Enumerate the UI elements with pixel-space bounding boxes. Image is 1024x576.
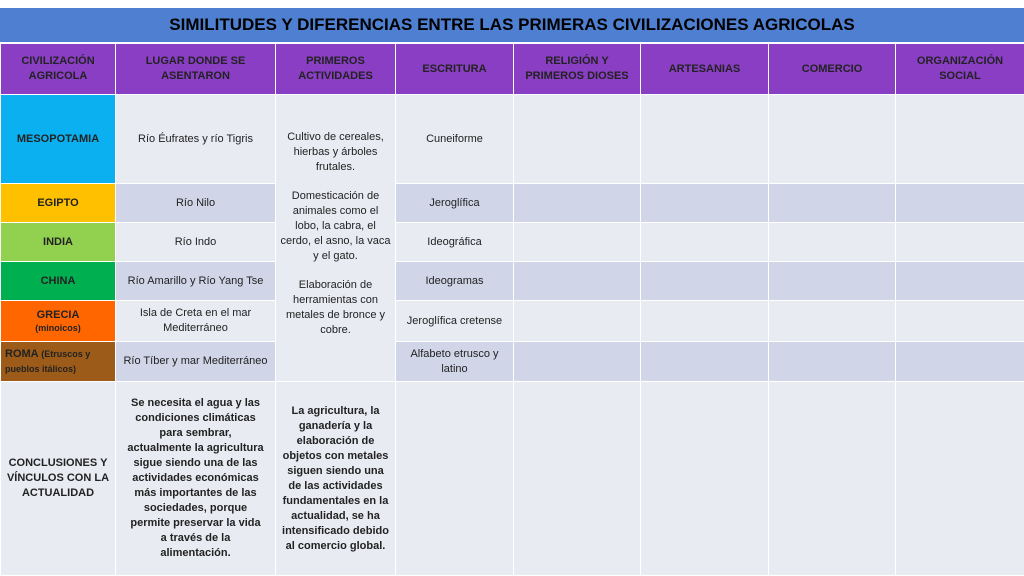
conclusiones-comercio — [769, 382, 896, 576]
actividades-cell — [276, 95, 396, 382]
header-religion: RELIGIÓN Y PRIMEROS DIOSES — [514, 44, 641, 95]
escritura-cell: Jeroglífica cretense — [396, 301, 514, 342]
organizacion-cell — [896, 301, 1024, 342]
header-row — [1, 44, 1024, 95]
escritura-cell: Jeroglífica — [396, 184, 514, 223]
lugar-cell: Río Éufrates y río Tigris — [116, 95, 276, 184]
comercio-cell — [769, 184, 896, 223]
table-row — [1, 262, 1024, 301]
civ-cell-grecia: GRECIA (minoicos) — [1, 301, 116, 342]
actividad-3: Elaboración de herramientas con metales de bronce y cobre. — [285, 279, 386, 336]
table-title — [0, 8, 1024, 43]
civ-subtitle: (Etruscos y pueblos itálicos) — [5, 348, 91, 374]
comercio-cell — [769, 262, 896, 301]
escritura-cell: Ideogramas — [396, 262, 514, 301]
civilizations-table — [0, 43, 1024, 576]
table-row — [1, 301, 1024, 342]
organizacion-cell — [896, 95, 1024, 184]
header-comercio: COMERCIO — [769, 44, 896, 95]
religion-cell — [514, 95, 641, 184]
comercio-cell — [769, 342, 896, 382]
civ-cell-roma: ROMA (Etruscos y pueblos itálicos) — [1, 342, 116, 382]
table-row — [1, 342, 1024, 382]
religion-cell — [514, 342, 641, 382]
religion-cell — [514, 262, 641, 301]
civ-cell-india: INDIA — [1, 223, 116, 262]
artesanias-cell — [641, 301, 769, 342]
lugar-cell: Río Amarillo y Río Yang Tse — [116, 262, 276, 301]
religion-cell — [514, 184, 641, 223]
table-row — [1, 223, 1024, 262]
civ-cell-egipto: EGIPTO — [1, 184, 116, 223]
lugar-cell: Río Nilo — [116, 184, 276, 223]
table-row — [1, 184, 1024, 223]
conclusiones-actividades: La agricultura, la ganadería y la elaboración de objetos con metales siguen siendo una de las actividades fundamentales en la actualidad, se ha intensificado debido al comercio global. — [276, 382, 396, 576]
conclusiones-lugar: Se necesita el agua y las condiciones climáticas para sembrar, actualmente la agricultura sigue siendo una de las actividades económicas más importantes de las sociedades, porque permite preservar la vida a través de la alimentación. — [116, 382, 276, 576]
organizacion-cell — [896, 342, 1024, 382]
comercio-cell — [769, 223, 896, 262]
artesanias-cell — [641, 342, 769, 382]
table-title-text: SIMILITUDES Y DIFERENCIAS ENTRE LAS PRIMERAS CIVILIZACIONES AGRICOLAS — [169, 15, 855, 34]
conclusiones-organizacion — [896, 382, 1024, 576]
comercio-cell — [769, 95, 896, 184]
actividad-2: Domesticación de animales como el lobo, la cabra, el cerdo, el asno, la vaca y el gato. — [280, 190, 391, 262]
organizacion-cell — [896, 184, 1024, 223]
header-organizacion: ORGANIZACIÓN SOCIAL — [896, 44, 1024, 95]
header-lugar: LUGAR DONDE SE ASENTARON — [116, 44, 276, 95]
lugar-cell: Isla de Creta en el mar Mediterráneo — [116, 301, 276, 342]
civ-cell-mesopotamia: MESOPOTAMIA — [1, 95, 116, 184]
escritura-cell: Ideográfica — [396, 223, 514, 262]
lugar-cell: Río Indo — [116, 223, 276, 262]
header-artesanias: ARTESANIAS — [641, 44, 769, 95]
artesanias-cell — [641, 262, 769, 301]
escritura-cell: Alfabeto etrusco y latino — [396, 342, 514, 382]
civ-subtitle: (minoicos) — [35, 323, 81, 333]
organizacion-cell — [896, 262, 1024, 301]
conclusiones-escritura — [396, 382, 514, 576]
comercio-cell — [769, 301, 896, 342]
conclusiones-label: CONCLUSIONES Y VÍNCULOS CON LA ACTUALIDAD — [1, 382, 116, 576]
actividad-1: Cultivo de cereales, hierbas y árboles frutales. — [287, 131, 384, 173]
religion-cell — [514, 223, 641, 262]
escritura-cell: Cuneiforme — [396, 95, 514, 184]
lugar-cell: Río Tíber y mar Mediterráneo — [116, 342, 276, 382]
conclusiones-religion — [514, 382, 641, 576]
religion-cell — [514, 301, 641, 342]
artesanias-cell — [641, 95, 769, 184]
artesanias-cell — [641, 184, 769, 223]
conclusiones-artesanias — [641, 382, 769, 576]
organizacion-cell — [896, 223, 1024, 262]
civ-cell-china: CHINA — [1, 262, 116, 301]
header-escritura: ESCRITURA — [396, 44, 514, 95]
header-actividades: PRIMEROS ACTIVIDADES — [276, 44, 396, 95]
table-row — [1, 95, 1024, 184]
table-row-conclusiones — [1, 382, 1024, 576]
artesanias-cell — [641, 223, 769, 262]
header-civilizacion: CIVILIZACIÓN AGRICOLA — [1, 44, 116, 95]
